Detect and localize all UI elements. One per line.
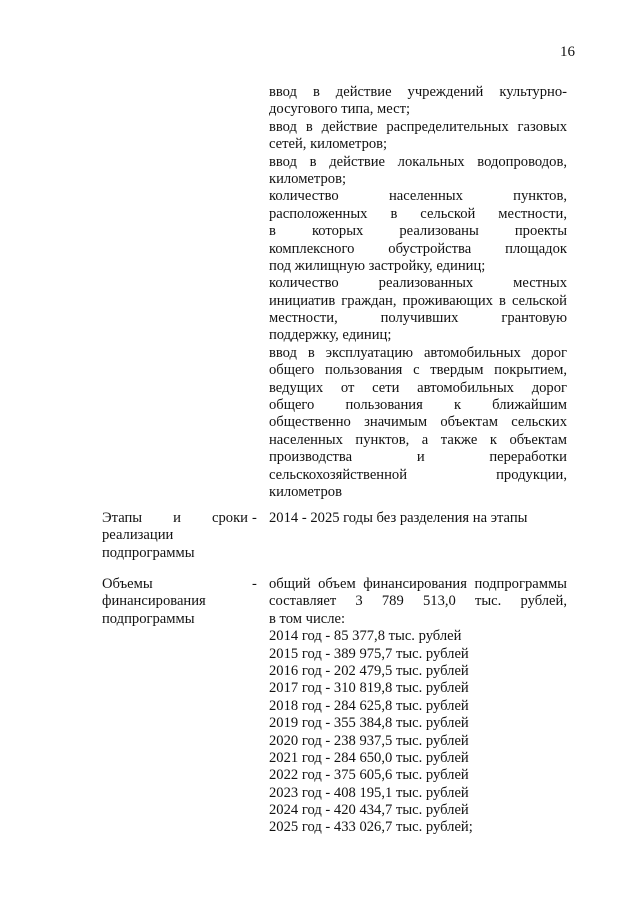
volume-value-line: 2016 год - 202 479,5 тыс. рублей [269,662,469,679]
volume-value-line: 2021 год - 284 650,0 тыс. рублей [269,749,469,766]
volume-label-line: Объемы [102,576,153,592]
stages-label-line: Этапы и сроки [102,510,248,526]
volume-value-line: 2024 год - 420 434,7 тыс. рублей [269,802,469,819]
indicators-list [269,84,567,501]
indicator-line: общественно значимым объектам сельских [269,414,567,431]
volume-value-line: 2022 год - 375 605,6 тыс. рублей [269,767,469,784]
volume-label [102,576,248,628]
stages-label-line: подпрограммы [102,544,195,561]
indicator-line: общего пользования к ближайшим [269,397,567,414]
indicator-line: сетей, километров; [269,136,388,153]
indicator-line: количество населенных пунктов, [269,188,567,205]
indicator-line: поддержку, единиц; [269,327,392,344]
indicator-line: местности, получивших грантовую [269,310,567,327]
indicator-line: расположенных в сельской местности, [269,205,567,222]
indicator-line: производства и переработки [269,449,567,466]
indicator-line: ведущих от сети автомобильных дорог [269,379,567,396]
volume-value [269,576,567,837]
stages-value-line: 2014 - 2025 годы без разделения на этапы [269,510,528,526]
indicator-line: ввод в эксплуатацию автомобильных дорог [269,344,567,361]
volume-dash: - [252,576,257,592]
indicator-line: досугового типа, мест; [269,101,410,118]
volume-value-line: 2014 год - 85 377,8 тыс. рублей [269,628,462,645]
volume-value-line: 2018 год - 284 625,8 тыс. рублей [269,697,469,714]
stages-dash: - [252,510,257,526]
volume-value-line: составляет 3 789 513,0 тыс. рублей, [269,593,567,610]
volume-value-line: 2019 год - 355 384,8 тыс. рублей [269,715,469,732]
page-number: 16 [560,44,575,60]
volume-label-line: финансирования [102,593,206,610]
indicator-line: ввод в действие локальных водопроводов, [269,153,567,170]
indicator-line: километров; [269,170,347,187]
indicator-line: ввод в действие распределительных газовых [269,118,567,135]
volume-value-line: 2015 год - 389 975,7 тыс. рублей [269,645,469,662]
stages-value [269,510,567,527]
indicator-line: комплексного обустройства площадок [269,240,567,257]
indicator-line: сельскохозяйственной продукции, [269,466,567,483]
stages-label [102,510,248,562]
volume-value-line: в том числе: [269,610,346,627]
volume-value-line: 2023 год - 408 195,1 тыс. рублей [269,784,469,801]
indicator-line: инициатив граждан, проживающих в сельской [269,292,567,309]
indicator-line: количество реализованных местных [269,275,567,292]
volume-value-line: 2025 год - 433 026,7 тыс. рублей; [269,819,473,836]
indicator-line: общего пользования с твердым покрытием, [269,362,567,379]
stages-label-line: реализации [102,527,174,544]
volume-label-line: подпрограммы [102,610,195,627]
indicator-line: в которых реализованы проекты [269,223,567,240]
volume-value-line: 2020 год - 238 937,5 тыс. рублей [269,732,469,749]
indicator-line: километров [269,483,342,500]
volume-value-line: 2017 год - 310 819,8 тыс. рублей [269,680,469,697]
indicator-line: ввод в действие учреждений культурно- [269,84,567,100]
indicator-line: под жилищную застройку, единиц; [269,257,486,274]
volume-value-line: общий объем финансирования подпрограммы [269,576,567,592]
indicator-line: населенных пунктов, а также к объектам [269,431,567,448]
